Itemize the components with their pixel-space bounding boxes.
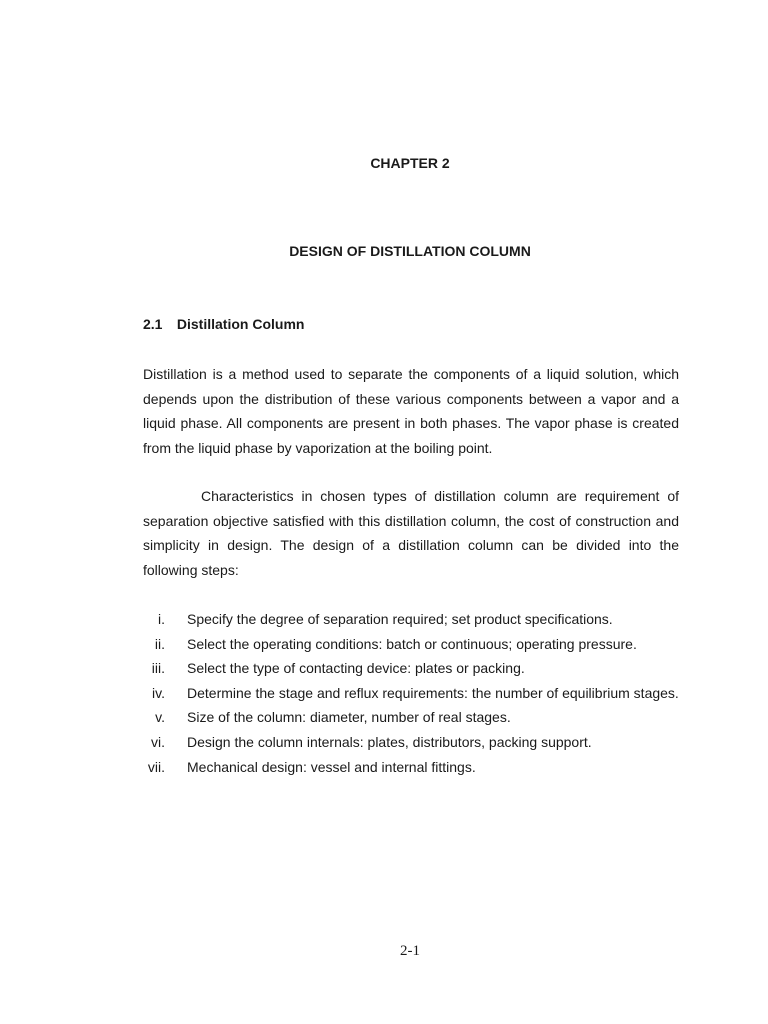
section-heading <box>143 316 304 332</box>
list-item <box>143 755 683 780</box>
list-item-numeral: iii. <box>151 660 165 677</box>
section-title: Distillation Column <box>176 316 305 332</box>
list-item <box>143 632 683 657</box>
page-number: 2-1 <box>400 943 420 959</box>
list-item <box>143 656 683 681</box>
paragraph-design-characteristics: Characteristics in chosen types of distillation column are requirement of separation objective satisfied with this distillation column, the cost of construction and simplicity in design. The design of a distillation column can be divided into the following steps: <box>143 488 679 578</box>
list-item-text: Mechanical design: vessel and internal fittings. <box>187 758 476 775</box>
list-item <box>143 607 683 632</box>
list-item-numeral: vii. <box>147 758 165 775</box>
list-item-text: Select the operating conditions: batch or continuous; operating pressure. <box>187 635 637 652</box>
list-item-numeral: i. <box>158 611 165 627</box>
list-item-text: Determine the stage and reflux requirements: the number of equilibrium stages. <box>187 684 679 701</box>
list-item <box>143 730 683 755</box>
paragraph-distillation-definition: Distillation is a method used to separate the components of a liquid solution, which depends upon the distribution of these various components between a vapor and a liquid phase. All components are present in both phases. The vapor phase is created from the liquid phase by vaporization at the boiling point. <box>143 366 679 456</box>
list-item-text: Select the type of contacting device: plates or packing. <box>187 660 525 677</box>
chapter-heading: CHAPTER 2 <box>370 155 450 171</box>
list-item-numeral: ii. <box>154 635 165 652</box>
chapter-title: DESIGN OF DISTILLATION COLUMN <box>289 243 531 259</box>
list-item <box>143 705 683 730</box>
list-item-text: Specify the degree of separation required; set product specifications. <box>187 611 613 627</box>
list-item-numeral: iv. <box>152 684 165 701</box>
list-item-numeral: vi. <box>151 733 165 750</box>
list-item-text: Size of the column: diameter, number of real stages. <box>187 709 511 726</box>
list-item-numeral: v. <box>155 709 165 726</box>
section-number: 2.1 <box>143 316 163 332</box>
design-steps-list <box>143 607 683 779</box>
list-item <box>143 681 683 706</box>
list-item-text: Design the column internals: plates, distributors, packing support. <box>187 733 592 750</box>
